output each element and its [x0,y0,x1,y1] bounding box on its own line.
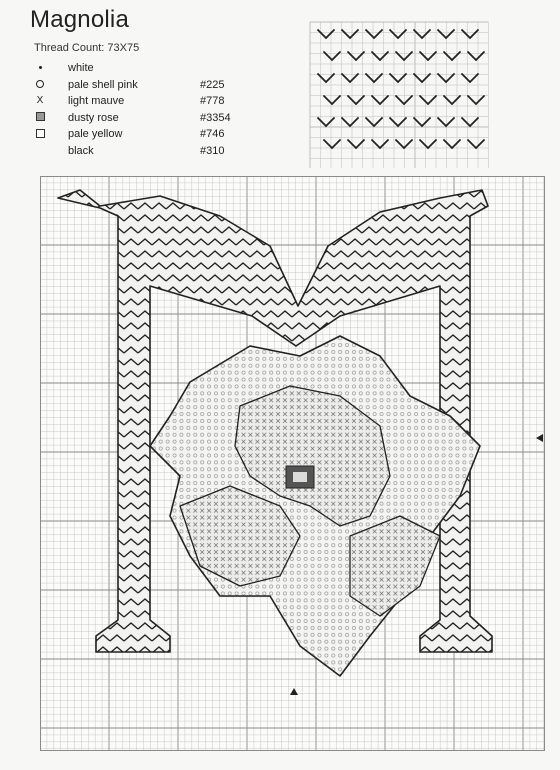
thread-count: Thread Count: 73X75 [34,42,140,54]
legend-color-name: light mauve [68,95,125,107]
color-legend [34,60,284,159]
backstitch-sample-svg [308,20,494,168]
square-icon [34,126,46,143]
flower-center-highlight [293,472,307,482]
legend-color-name: pale shell pink [68,78,138,91]
stitch-chart-svg [40,176,552,756]
legend-row-white [34,60,284,77]
legend-color-name: black [68,144,94,157]
legend-color-code: #310 [200,144,225,157]
legend-color-code: #778 [200,95,225,107]
legend-color-name: white [68,62,94,74]
legend-row-black [34,143,284,160]
sample-grid-lines [310,22,489,168]
legend-color-name: pale yellow [68,128,123,140]
circle-icon [34,77,46,94]
x-icon [34,93,46,110]
legend-row-pale-yellow [34,126,284,143]
grey-square-icon [34,110,46,127]
herringbone-stitch-pattern [318,30,484,148]
legend-row-pale-shell-pink [34,77,284,94]
legend-row-dusty-rose [34,110,284,127]
pattern-title: Magnolia [30,6,129,33]
legend-color-code: #225 [200,78,225,91]
legend-color-name: dusty rose [68,111,119,124]
legend-color-code: #3354 [200,111,231,124]
legend-row-light-mauve [34,93,284,110]
stitch-chart [40,176,552,756]
legend-color-code: #746 [200,128,225,140]
dot-icon [34,60,46,77]
backstitch-sample-grid [308,20,494,168]
